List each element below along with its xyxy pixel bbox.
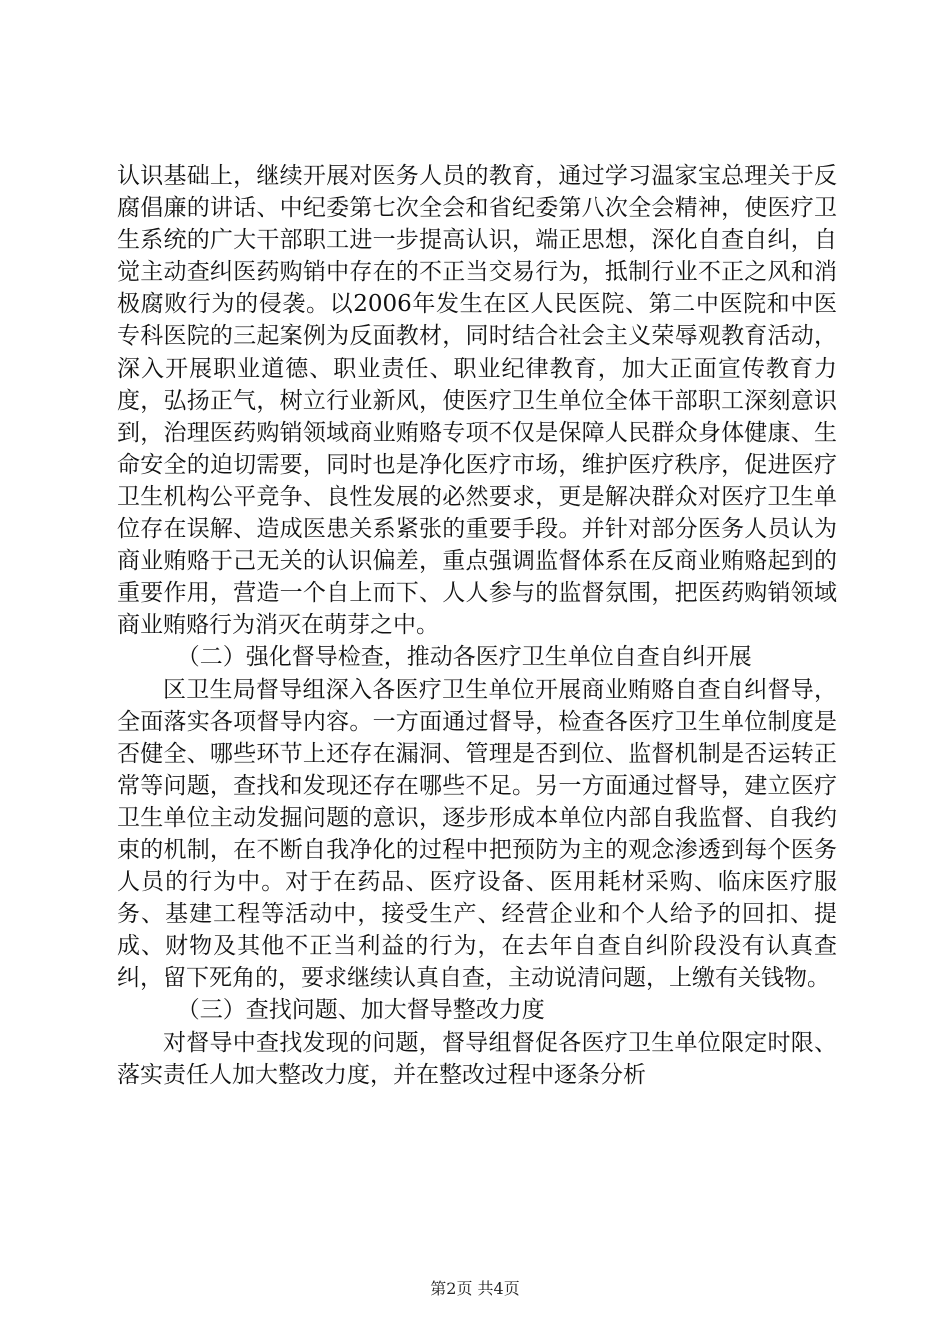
paragraph-education: 认识基础上，继续开展对医务人员的教育，通过学习温家宝总理关于反腐倡廉的讲话、中纪委第七次全会和省纪委第八次全会精神，使医疗卫生系统的广大干部职工进一步提高认识，端正思想，深化自查自纠，自觉主动查纠医药购销中存在的不正当交易行为，抵制行业不正之风和消极腐败行为的侵袭。以2006年发生在区人民医院、第二中医院和中医专科医院的三起案例为反面教材，同时结合社会主义荣辱观教育活动，深入开展职业道德、职业责任、职业纪律教育，加大正面宣传教育力度，弘扬正气，树立行业新风，使医疗卫生单位全体干部职工深刻意识到，治理医药购销领域商业贿赂专项不仅是保障人民群众身体健康、生命安全的迫切需要，同时也是净化医疗市场，维护医疗秩序，促进医疗卫生机构公平竞争、良性发展的必然要求，更是解决群众对医疗卫生单位存在误解、造成医患关系紧张的重要手段。并针对部分医务人员认为商业贿赂于己无关的认识偏差，重点强调监督体系在反商业贿赂起到的重要作用，营造一个自上而下、人人参与的监督氛围，把医药购销领域商业贿赂行为消灭在萌芽之中。	[117, 163, 837, 639]
paragraph-rectification: 对督导中查找发现的问题，督导组督促各医疗卫生单位限定时限、落实责任人加大整改力度，并在整改过程中逐条分析	[117, 1029, 837, 1088]
section-heading-rectification: （三）查找问题、加大督导整改力度	[176, 997, 545, 1024]
page-number-footer: 第2页 共4页	[430, 1279, 520, 1298]
section-heading-supervision: （二）强化督导检查，推动各医疗卫生单位自查自纠开展	[176, 644, 752, 671]
paragraph-supervision: 区卫生局督导组深入各医疗卫生单位开展商业贿赂自查自纠督导，全面落实各项督导内容。一方面通过督导，检查各医疗卫生单位制度是否健全、哪些环节上还存在漏洞、管理是否到位、监督机制是否运转正常等问题，查找和发现还存在哪些不足。另一方面通过督导，建立医疗卫生单位主动发掘问题的意识，逐步形成本单位内部自我监督、自我约束的机制，在不断自我净化的过程中把预防为主的观念渗透到每个医务人员的行为中。对于在药品、医疗设备、医用耗材采购、临床医疗服务、基建工程等活动中，接受生产、经营企业和个人给予的回扣、提成、财物及其他不正当利益的行为，在去年自查自纠阶段没有认真查纠，留下死角的，要求继续认真自查，主动说清问题，上缴有关钱物。	[117, 676, 837, 992]
document-body	[117, 160, 837, 1091]
